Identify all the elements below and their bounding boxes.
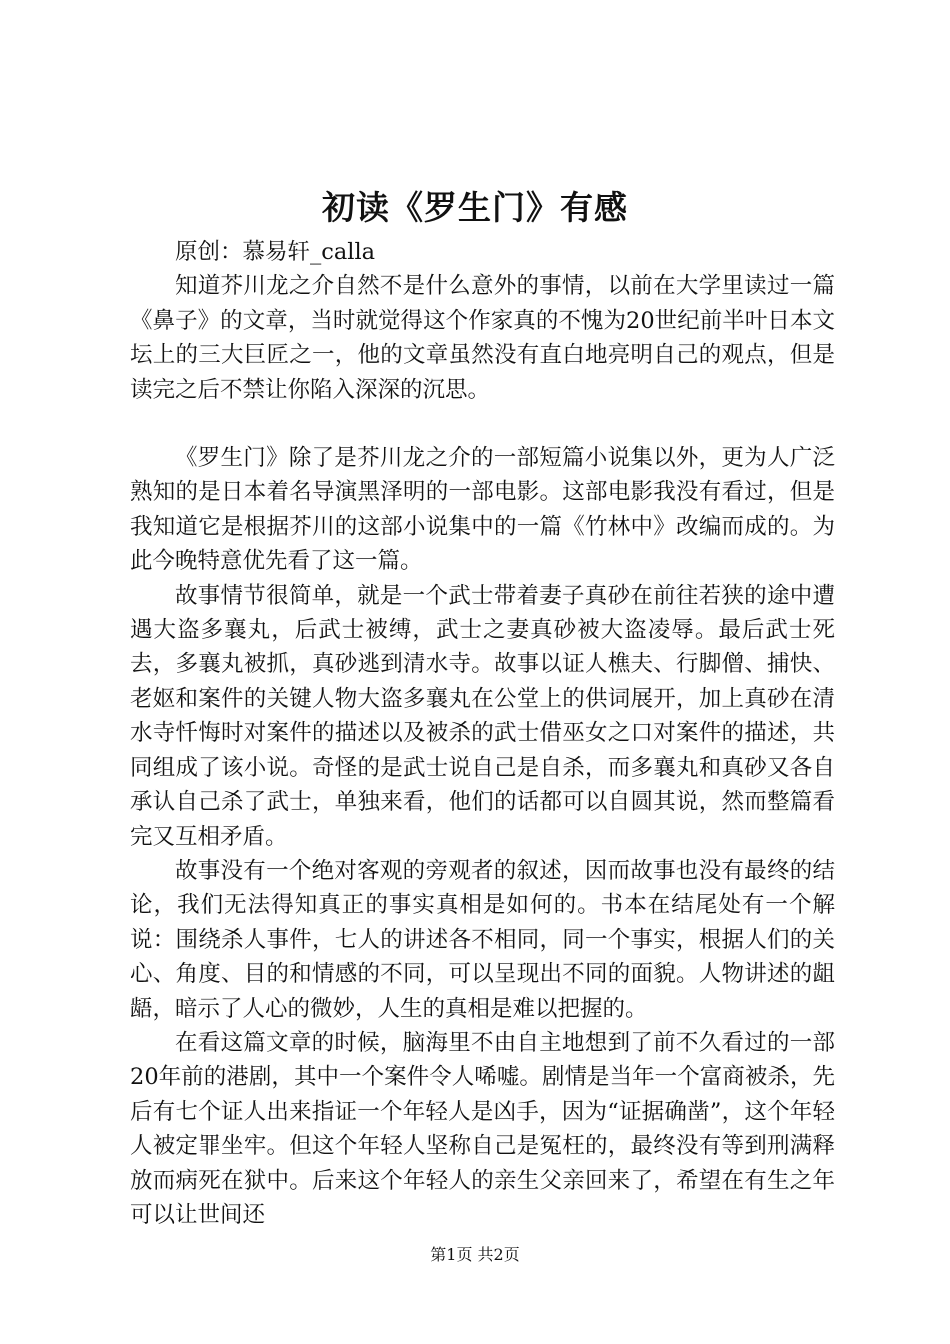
document-body <box>130 235 835 1232</box>
paragraph: 知道芥川龙之介自然不是什么意外的事情，以前在大学里读过一篇《鼻子》的文章，当时就觉得这个作家真的不愧为20世纪前半叶日本文坛上的三大巨匠之一，他的文章虽然没有直白地亮明自己的观点，但是读完之后不禁让你陷入深深的沉思。 <box>130 273 835 403</box>
paragraph: 故事没有一个绝对客观的旁观者的叙述，因而故事也没有最终的结论，我们无法得知真正的事实真相是如何的。书本在结尾处有一个解说：围绕杀人事件，七人的讲述各不相同，同一个事实，根据人们的关心、角度、目的和情感的不同，可以呈现出不同的面貌。人物讲述的龃龉，暗示了人心的微妙，人生的真相是难以把握的。 <box>130 857 835 1022</box>
paragraph: 故事情节很简单，就是一个武士带着妻子真砂在前往若狭的途中遭遇大盗多襄丸，后武士被缚，武士之妻真砂被大盗凌辱。最后武士死去，多襄丸被抓，真砂逃到清水寺。故事以证人樵夫、行脚僧、捕快、老妪和案件的关键人物大盗多襄丸在公堂上的供词展开，加上真砂在清水寺忏悔时对案件的描述以及被杀的武士借巫女之口对案件的描述，共同组成了该小说。奇怪的是武士说自己是自杀，而多襄丸和真砂又各自承认自己杀了武士，单独来看，他们的话都可以自圆其说，然而整篇看完又互相矛盾。 <box>130 582 835 850</box>
page-footer: 第1页 共2页 <box>430 1245 520 1264</box>
author-line: 原创：慕易轩_calla <box>175 239 376 265</box>
document-title: 初读《罗生门》有感 <box>322 188 628 227</box>
paragraph: 在看这篇文章的时候，脑海里不由自主地想到了前不久看过的一部20年前的港剧，其中一个案件令人唏嘘。剧情是当年一个富商被杀，先后有七个证人出来指证一个年轻人是凶手，因为“证据确凿”，这个年轻人被定罪坐牢。但这个年轻人坚称自己是冤枉的，最终没有等到刑满释放而病死在狱中。后来这个年轻人的亲生父亲回来了，希望在有生之年可以让世间还 <box>130 1029 835 1228</box>
paragraph: 《罗生门》除了是芥川龙之介的一部短篇小说集以外，更为人广泛熟知的是日本着名导演黑泽明的一部电影。这部电影我没有看过，但是我知道它是根据芥川的这部小说集中的一篇《竹林中》改编而成的。为此今晚特意优先看了这一篇。 <box>130 445 835 575</box>
